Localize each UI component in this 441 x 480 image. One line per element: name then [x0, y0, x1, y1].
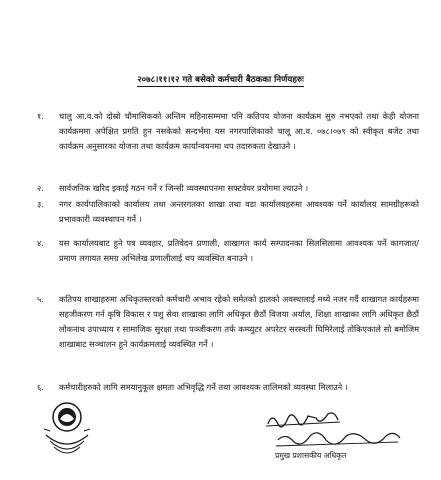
decision-item-1: [39, 109, 419, 154]
decision-text-2: सार्वजनिक खरिद इकाई गठन गर्ने र जिन्सी व्यवस्थापनमा सफ्टवेयर प्रयोगमा ल्याउने ।: [59, 183, 309, 193]
decision-text-1: चालु आ.व.को दोस्रो चौमासिकको अन्तिम महिनासम्ममा पनि कतिपय योजना कार्यक्रम सुरु नभएको तथा केही योजना कार्यक्रममा अपेक्षित प्रगति हुन नसकेको सन्दर्भमा यस नगरपालिकाको चालू आ.व. ०७८।०७९ को स्वीकृत बजेट तथा कार्यक्रम अनुसारका योजना तथा कार्यक्रम कार्यान्वयनमा थप तदारुकता देखाउने ।: [59, 111, 419, 151]
decision-item-3: [39, 197, 419, 227]
decision-number-1: १.: [37, 111, 44, 121]
office-seal-icon: [40, 395, 94, 461]
handwritten-signature-icon: [258, 406, 408, 456]
document-title: [0, 73, 441, 85]
decision-text-6: कर्मचारीहरुको लागि समयानुकूल क्षमता अभिवृद्धि गर्ने तथा आवश्यक तालिमको व्यवस्था मिलाउने ।: [59, 382, 348, 392]
decision-text-4: यस कार्यालयबाट हुने पत्र व्यवहार, प्रतिवेदन प्रणाली, शाखागत कार्य सम्पादनका सिलसिलामा आवश्यक पर्ने कागजात/प्रमाण लगायत समग्र अभिलेख प्रणालीलाई थप व्यवस्थित बनाउने ।: [59, 238, 419, 263]
decision-number-4: ४.: [37, 238, 44, 248]
signatory-title: प्रमुख प्रशासकीय अधिकृत: [275, 451, 347, 460]
decision-item-5: [39, 292, 419, 352]
decision-number-6: ६.: [37, 382, 44, 392]
decision-item-4: [39, 236, 419, 266]
document-title-text: २०७८।११।१२ गते बसेको कर्मचारी बैठकका निर्णयहरुः: [137, 75, 304, 85]
decision-number-2: २.: [37, 183, 44, 193]
decision-item-2: [39, 181, 419, 196]
decision-item-6: [39, 380, 419, 395]
decision-number-5: ५.: [37, 294, 44, 304]
decision-text-3: नगर कार्यपालिकाको कार्यालय तथा अन्तरगतका शाखा तथा वडा कार्यालयहरुमा आवश्यक पर्ने कार्यालय सामग्रीहरूको प्रभावकारी व्यवस्थापन गर्ने ।: [59, 199, 419, 224]
decision-text-5: कतिपय शाखाहरुमा अधिकृतस्तरको कर्मचारी अभाव रहेको समेतको हालको अवस्थालाई मध्ये नजर गर्दै शाखागत कार्यहरुमा सहजीकरण गर्न कृषि विकास र पशु सेवा शाखाका लागि अधिकृत छैठौं विजया अर्याल, शिक्षा शाखाका लागि अधिकृत छैठौं लोकनाथ उपाध्याय र सामाजिक सुरक्षा तथा पञ्जीकरण तर्फ कम्प्युटर अपरेटर सरस्वती घिमिरेलाई तोकिएकाले सो बमोजिम शाखाबाट सञ्चालन हुने कार्यक्रमलाई व्यवस्थित गर्ने ।: [59, 294, 419, 349]
decision-number-3: ३.: [37, 199, 44, 209]
